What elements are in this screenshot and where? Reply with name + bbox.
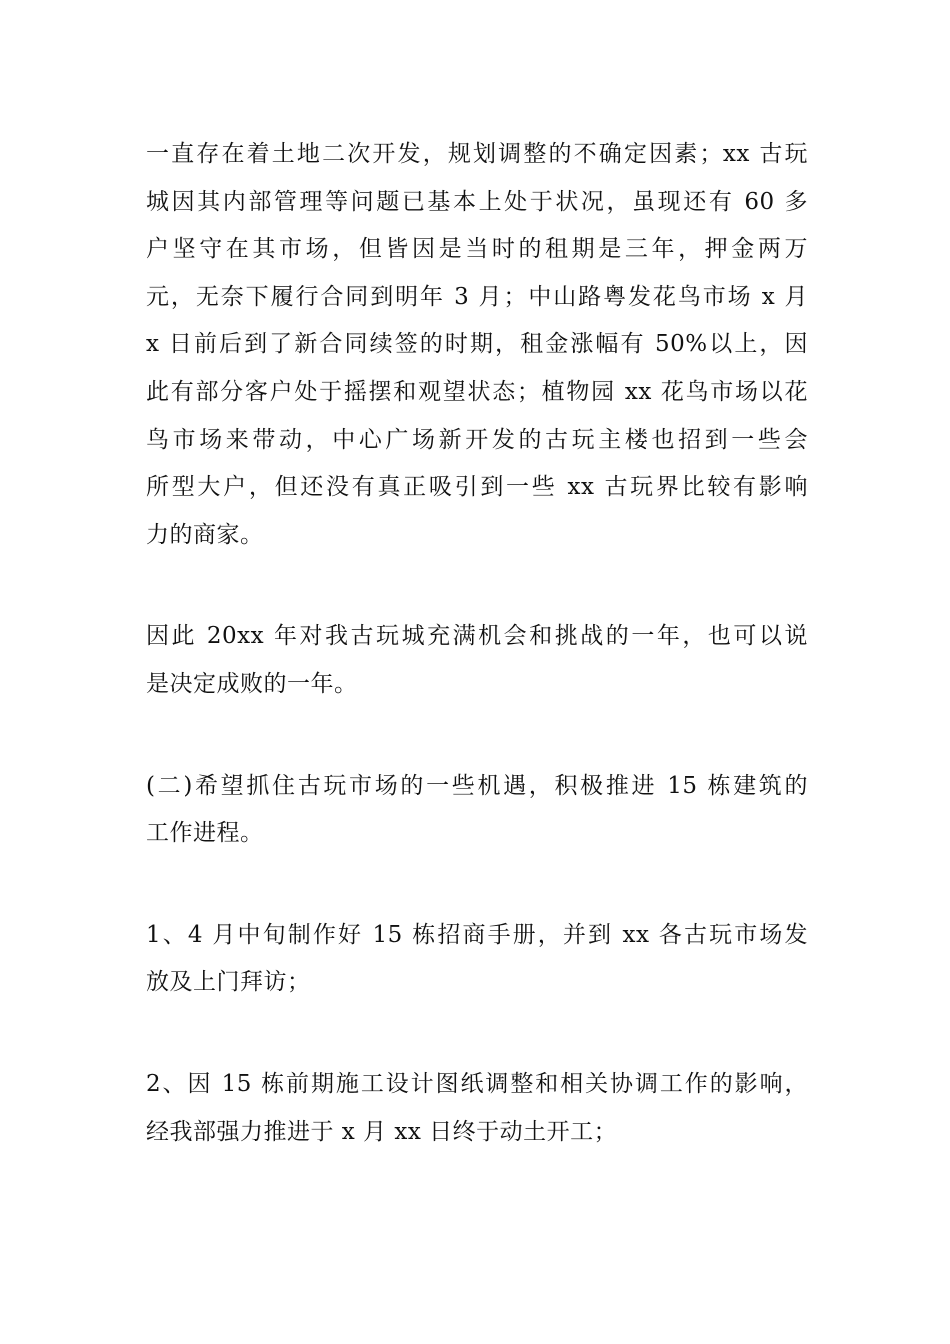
text-line: x 日前后到了新合同续签的时期，租金涨幅有 50%以上，因 [146,331,808,358]
paragraph-item-one [146,912,808,1007]
paragraph-section-two-heading [146,763,808,858]
paragraph-gap [146,1007,808,1061]
text-line: 是决定成败的一年。 [146,670,358,697]
text-line: 工作进程。 [146,820,264,847]
text-line: 鸟市场来带动，中心广场新开发的古玩主楼也招到一些会 [146,426,808,453]
text-line: 经我部强力推进于 x 月 xx 日终于动土开工； [146,1118,618,1145]
paragraph-market-status [146,131,808,559]
text-line: 城因其内部管理等问题已基本上处于状况，虽现还有 60 多 [146,188,808,215]
text-line: (二)希望抓住古玩市场的一些机遇，积极推进 15 栋建筑的 [146,772,808,799]
text-line: 一直存在着土地二次开发，规划调整的不确定因素；xx 古玩 [146,141,808,167]
text-line: 2、因 15 栋前期施工设计图纸调整和相关协调工作的影响， [146,1070,808,1097]
paragraph-gap [146,559,808,613]
text-line: 因此 20xx 年对我古玩城充满机会和挑战的一年，也可以说 [146,623,808,650]
paragraph-year-outlook [146,613,808,708]
text-line: 元，无奈下履行合同到明年 3 月；中山路粤发花鸟市场 x 月 [146,283,808,310]
text-line: 户坚守在其市场，但皆因是当时的租期是三年，押金两万 [146,236,808,263]
paragraph-gap [146,858,808,912]
text-line: 力的商家。 [146,521,264,548]
text-line: 所型大户，但还没有真正吸引到一些 xx 古玩界比较有影响 [146,474,808,501]
text-line: 1、4 月中旬制作好 15 栋招商手册，并到 xx 各古玩市场发 [146,921,808,948]
document-body [146,131,808,1156]
text-line: 此有部分客户处于摇摆和观望状态；植物园 xx 花鸟市场以花 [146,378,808,405]
text-line: 放及上门拜访； [146,969,311,996]
paragraph-gap [146,709,808,763]
paragraph-item-two [146,1061,808,1156]
